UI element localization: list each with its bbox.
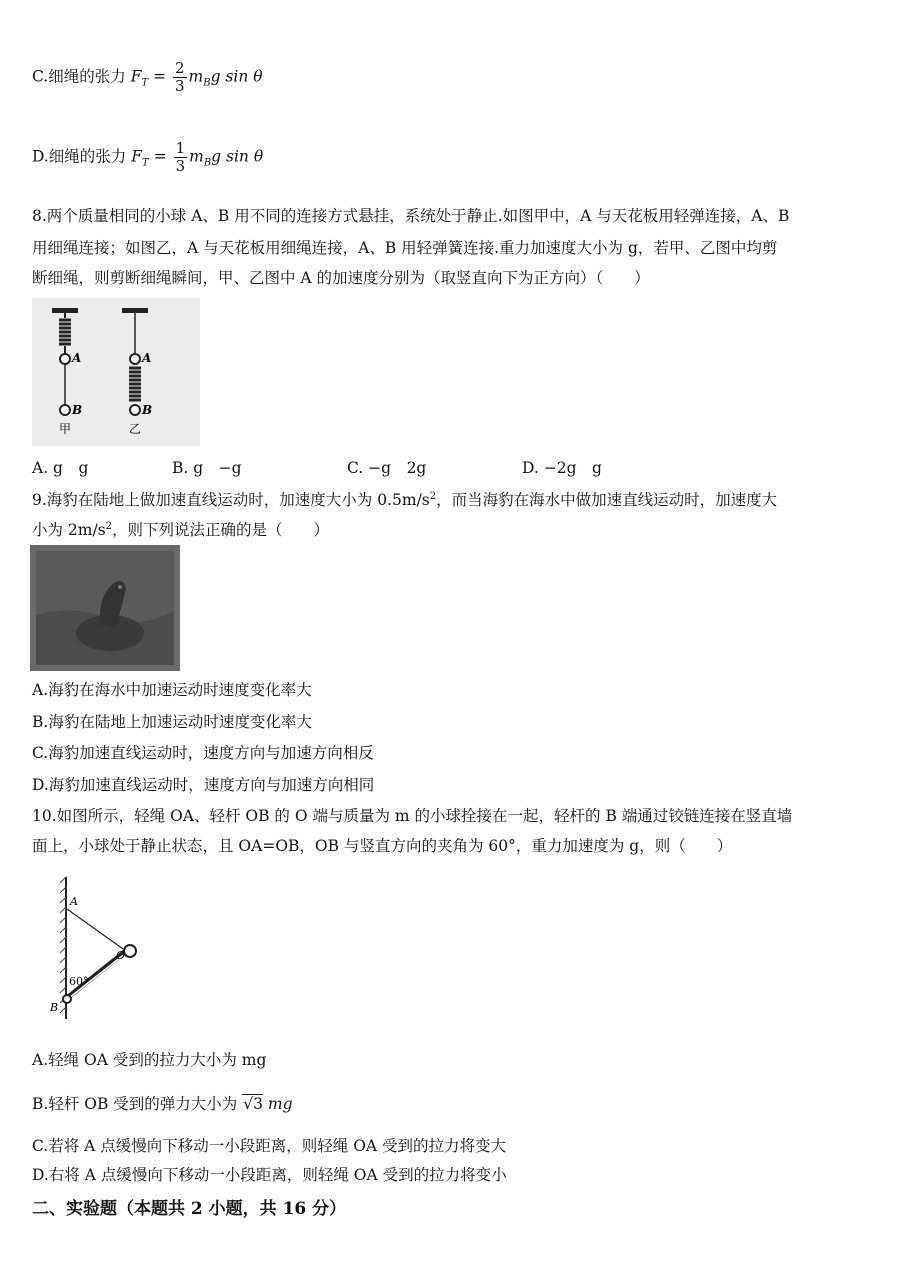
fraction: $\frac{2}{3}$: [175, 59, 185, 95]
ball-b-jia: [60, 405, 70, 415]
ceiling-yi: [122, 308, 148, 313]
q8-option-c: C. −g 2g: [347, 459, 427, 477]
q8-option-b: B. g −g: [172, 459, 242, 477]
rope-oa: [67, 909, 126, 951]
ball-a-jia: [60, 354, 70, 364]
q9-line-2: 小为 $2m/s^2$，则下列说法正确的是（ ）: [32, 521, 330, 540]
label-b-yi: B: [142, 403, 153, 417]
ball-b-yi: [130, 405, 140, 415]
label-a-jia: A: [72, 351, 82, 365]
q7-option-c: C.细绳的张力 $F_T$ = $\frac{2}{3}$ $m_Bg$ sin θ: [32, 59, 263, 95]
q7-option-d: D.细绳的张力 $F_T$ = $\frac{1}{3}$ $m_Bg$ sin θ: [32, 139, 264, 175]
q10-rope-rod-figure: [30, 873, 150, 1023]
q8-line-3: 断细绳，则剪断细绳瞬间，甲、乙图中 A 的加速度分别为（取竖直向下为正方向）（ ）: [32, 269, 650, 287]
q10-option-d: D.右将 A 点缓慢向下移动一小段距离，则轻绳 OA 受到的拉力将变小: [32, 1166, 507, 1184]
q10-option-b: B.轻杆 OB 受到的弹力大小为 √3 mg: [32, 1095, 293, 1113]
q10-option-a: A.轻绳 OA 受到的拉力大小为 mg: [32, 1051, 267, 1069]
angle-label: 60°: [69, 975, 89, 988]
label-jia: 甲: [59, 422, 72, 436]
q9-option-b: B.海豹在陆地上加速运动时速度变化率大: [32, 713, 312, 731]
q8-line-2: 用细绳连接；如图乙，A 与天花板用细绳连接，A、B 用轻弹簧连接.重力加速度大小为 g，若甲、乙图中均剪: [32, 239, 778, 257]
label-a: A: [70, 895, 78, 908]
ball: [124, 945, 136, 957]
q9-line-1: 9.海豹在陆地上做加速直线运动时，加速度大小为 $0.5m/s^2$，而当海豹在海水中做加速直线运动时，加速度大: [32, 491, 778, 510]
hinge-b: [63, 995, 71, 1003]
ceiling-jia: [52, 308, 78, 313]
q8-options: [32, 456, 732, 476]
ball-a-yi: [130, 354, 140, 364]
q9-option-c: C.海豹加速直线运动时，速度方向与加速方向相反: [32, 744, 374, 762]
label-b: B: [50, 1001, 59, 1014]
q8-spring-figure: [32, 298, 200, 446]
figure-background: [32, 298, 200, 446]
label-a-yi: A: [142, 351, 152, 365]
q8-option-a: A. g g: [32, 459, 89, 477]
label-yi: 乙: [129, 422, 142, 436]
q10-option-c: C.若将 A 点缓慢向下移动一小段距离，则轻绳 OA 受到的拉力将变大: [32, 1137, 507, 1155]
label-b-jia: B: [72, 403, 83, 417]
q10-line-2: 面上，小球处于静止状态，且 OA=OB，OB 与竖直方向的夹角为 60°，重力加速度为 g，则（ ）: [32, 837, 733, 855]
q9-option-a: A.海豹在海水中加速运动时速度变化率大: [32, 681, 312, 699]
q10-line-1: 10.如图所示，轻绳 OA、轻杆 OB 的 O 端与质量为 m 的小球拴接在一起，轻杆的 B 端通过铰链连接在竖直墙: [32, 807, 793, 825]
q8-option-d: D. −2g g: [522, 459, 602, 477]
section-heading: 二、实验题（本题共 2 小题，共 16 分）: [32, 1199, 347, 1219]
q8-line-1: 8.两个质量相同的小球 A、B 用不同的连接方式悬挂，系统处于静止.如图甲中，A 与天花板用轻弹连接，A、B: [32, 207, 790, 225]
spring-yi: [129, 368, 141, 400]
label-o: O: [116, 949, 126, 962]
q9-option-d: D.海豹加速直线运动时，速度方向与加速方向相同: [32, 776, 375, 794]
seal-photo: [30, 545, 180, 671]
spring-jia: [59, 320, 71, 344]
sqrt-three: √3: [243, 1095, 263, 1113]
fraction: $\frac{1}{3}$: [175, 139, 186, 175]
